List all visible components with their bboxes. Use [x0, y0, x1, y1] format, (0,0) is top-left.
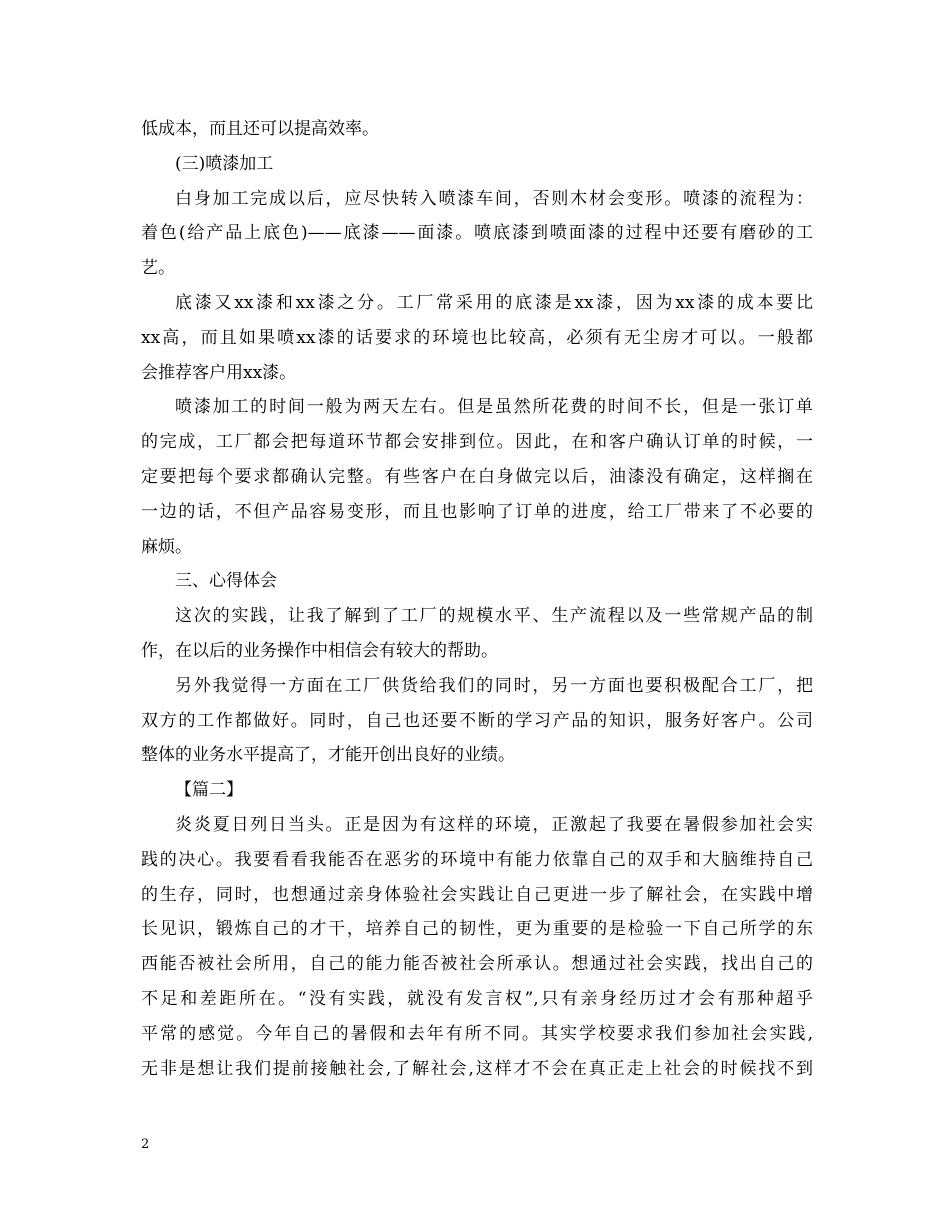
- text-line: 定要把每个要求都确认完整。有些客户在白身做完以后，油漆没有确定，这样搁在: [141, 466, 813, 487]
- text-line: xx高，而且如果喷xx漆的话要求的环境也比较高，必须有无尘房才可以。一般都: [141, 327, 813, 348]
- text-line: 另外我觉得一方面在工厂供货给我们的同时，另一方面也要积极配合工厂，把: [175, 675, 813, 696]
- text-line: 炎炎夏日列日当头。正是因为有这样的环境，正激起了我要在暑假参加社会实: [175, 814, 813, 835]
- text-line: 整体的业务水平提高了，才能开创出良好的业绩。: [141, 745, 515, 766]
- text-line: 三、心得体会: [175, 571, 277, 592]
- text-line: 这次的实践，让我了解到了工厂的规模水平、生产流程以及一些常规产品的制: [175, 606, 813, 627]
- text-line: 【篇二】: [175, 780, 243, 801]
- text-line: 西能否被社会所用，自己的能力能否被社会所承认。想通过社会实践，找出自己的: [141, 954, 813, 975]
- text-line: 长见识，锻炼自己的才干，培养自己的韧性，更为重要的是检验一下自己所学的东: [141, 919, 813, 940]
- text-line: 双方的工作都做好。同时，自己也还要不断的学习产品的知识，服务好客户。公司: [141, 710, 813, 731]
- text-line: 喷漆加工的时间一般为两天左右。但是虽然所花费的时间不长，但是一张订单: [175, 397, 813, 418]
- document-body: [141, 112, 813, 1086]
- text-line: 作，在以后的业务操作中相信会有较大的帮助。: [141, 640, 498, 661]
- text-line: 会推荐客户用xx漆。: [141, 362, 297, 383]
- text-line: 的生存，同时，也想通过亲身体验社会实践让自己更进一步了解社会，在实践中增: [141, 884, 813, 905]
- page-number: 2: [141, 1137, 150, 1152]
- text-line: 平常的感觉。今年自己的暑假和去年有所不同。其实学校要求我们参加社会实践,: [141, 1023, 813, 1044]
- text-line: 的完成，工厂都会把每道环节都会安排到位。因此，在和客户确认订单的时候，一: [141, 432, 813, 453]
- text-line: 践的决心。我要看看我能否在恶劣的环境中有能力依靠自己的双手和大脑维持自己: [141, 849, 813, 870]
- text-line: 着色(给产品上底色)——底漆——面漆。喷底漆到喷面漆的过程中还要有磨砂的工: [141, 223, 813, 244]
- text-line: 不足和差距所在。“没有实践，就没有发言权”,只有亲身经历过才会有那种超乎: [141, 988, 813, 1009]
- text-line: 无非是想让我们提前接触社会,了解社会,这样才不会在真正走上社会的时候找不到: [141, 1058, 813, 1079]
- text-line: 白身加工完成以后，应尽快转入喷漆车间，否则木材会变形。喷漆的流程为：: [175, 188, 813, 209]
- text-line: 一边的话，不但产品容易变形，而且也影响了订单的进度，给工厂带来了不必要的: [141, 501, 813, 522]
- text-line: 底漆又xx漆和xx漆之分。工厂常采用的底漆是xx漆，因为xx漆的成本要比: [175, 292, 813, 313]
- text-line: 低成本，而且还可以提高效率。: [141, 119, 379, 139]
- text-line: 艺。: [141, 258, 175, 279]
- text-line: (三)喷漆加工: [175, 153, 274, 174]
- text-line: 麻烦。: [141, 536, 192, 557]
